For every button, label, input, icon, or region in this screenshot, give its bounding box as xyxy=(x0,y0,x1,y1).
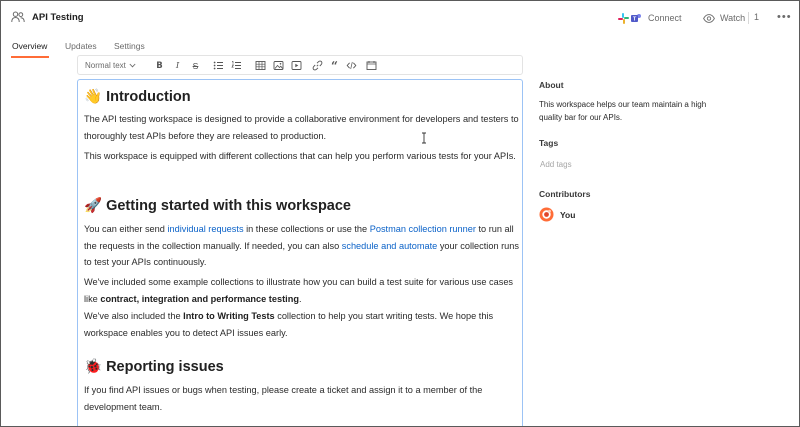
integrations-logos xyxy=(618,13,642,24)
divider xyxy=(748,12,749,24)
getting-started-paragraph-3 xyxy=(84,308,520,341)
more-horizontal-icon[interactable]: ••• xyxy=(777,11,792,23)
tags-label: Tags xyxy=(539,138,559,148)
heading-getting-started xyxy=(84,197,351,214)
text-run: to run all the requests in the collection manually. If needed, you can also xyxy=(84,224,514,251)
contributor-item[interactable] xyxy=(539,207,575,222)
bold-text: Intro to Writing Tests xyxy=(183,311,275,321)
about-label: About xyxy=(539,80,564,90)
text-run: in these collections or use the xyxy=(243,224,370,234)
watch-label: Watch xyxy=(720,13,746,23)
text-run: You can either send xyxy=(84,224,168,234)
connect-button[interactable] xyxy=(618,10,682,26)
connect-label: Connect xyxy=(648,13,682,23)
bullet-list-icon[interactable] xyxy=(213,60,224,71)
link-icon[interactable] xyxy=(312,60,323,71)
tab-overview[interactable]: Overview xyxy=(12,41,48,51)
heading-text: Getting started with this workspace xyxy=(106,197,351,214)
code-block-icon[interactable] xyxy=(366,60,377,71)
rocket-icon: 🚀 xyxy=(84,198,103,214)
avatar xyxy=(539,207,554,222)
waving-hand-icon: 👋 xyxy=(84,89,103,105)
strikethrough-icon[interactable]: S xyxy=(192,60,199,71)
collection-runner-link[interactable]: Postman collection runner xyxy=(369,224,476,234)
video-icon[interactable] xyxy=(291,60,302,71)
heading-reporting-issues xyxy=(84,358,224,375)
people-icon xyxy=(11,11,25,23)
tab-updates[interactable]: Updates xyxy=(65,41,97,51)
heading-introduction xyxy=(84,88,191,105)
getting-started-paragraph-1 xyxy=(84,221,520,271)
intro-paragraph-2: This workspace is equipped with different collections that can help you perform various tests for your APIs. xyxy=(84,151,516,161)
chevron-down-icon xyxy=(129,63,136,68)
image-icon[interactable] xyxy=(273,60,284,71)
svg-text:T: T xyxy=(632,15,637,22)
schedule-automate-link[interactable]: schedule and automate xyxy=(341,240,438,251)
individual-requests-link[interactable]: individual requests xyxy=(167,224,244,234)
tab-settings[interactable]: Settings xyxy=(114,41,145,51)
text-style-label: Normal text xyxy=(85,61,126,70)
bold-text: contract, integration and performance testing xyxy=(100,293,299,304)
intro-paragraph-1: The API testing workspace is designed to provide a collaborative environment for developers and testers to thoroughly test APIs before they are released to production. xyxy=(84,114,519,141)
text-run: collection to help you start writing tests. We hope this workspace enables you to detect API issues early. xyxy=(84,311,494,338)
text-run: We've also included the xyxy=(84,311,184,321)
quote-icon[interactable]: “ xyxy=(331,58,338,73)
slack-icon xyxy=(618,13,629,24)
contributor-name: You xyxy=(560,209,576,220)
watch-button[interactable] xyxy=(703,10,745,26)
workspace-title: API Testing xyxy=(32,12,84,23)
contributors-label: Contributors xyxy=(539,189,591,199)
bug-icon: 🐞 xyxy=(84,359,103,375)
text-style-dropdown[interactable] xyxy=(85,61,136,70)
add-tags-input[interactable]: Add tags xyxy=(540,160,572,169)
numbered-list-icon[interactable] xyxy=(231,60,242,71)
eye-icon xyxy=(703,14,715,23)
active-tab-indicator xyxy=(11,56,49,58)
table-icon[interactable] xyxy=(255,60,266,71)
editor-toolbar xyxy=(77,55,523,75)
teams-icon xyxy=(631,13,642,24)
text-cursor-icon xyxy=(421,132,427,144)
reporting-paragraph-1: If you find API issues or bugs when testing, please create a ticket and assign it to a member of the development team. xyxy=(84,385,483,412)
about-text[interactable]: This workspace helps our team maintain a high quality bar for our APIs. xyxy=(539,100,707,122)
text-run: your collection runs to test your APIs continuously. xyxy=(84,240,519,267)
heading-text: Reporting issues xyxy=(106,358,224,375)
watch-count[interactable]: 1 xyxy=(754,12,760,22)
heading-text: Introduction xyxy=(106,88,191,105)
bold-icon[interactable]: B xyxy=(156,60,163,71)
text-run: We've included some example collections to illustrate how you can build a test suite for various use cases like xyxy=(84,277,514,304)
workspace-header xyxy=(1,1,799,34)
code-icon[interactable] xyxy=(346,60,357,71)
overview-editor[interactable] xyxy=(77,79,523,427)
italic-icon[interactable]: I xyxy=(175,60,180,71)
getting-started-paragraph-2 xyxy=(84,274,520,307)
text-run: . xyxy=(298,293,302,304)
